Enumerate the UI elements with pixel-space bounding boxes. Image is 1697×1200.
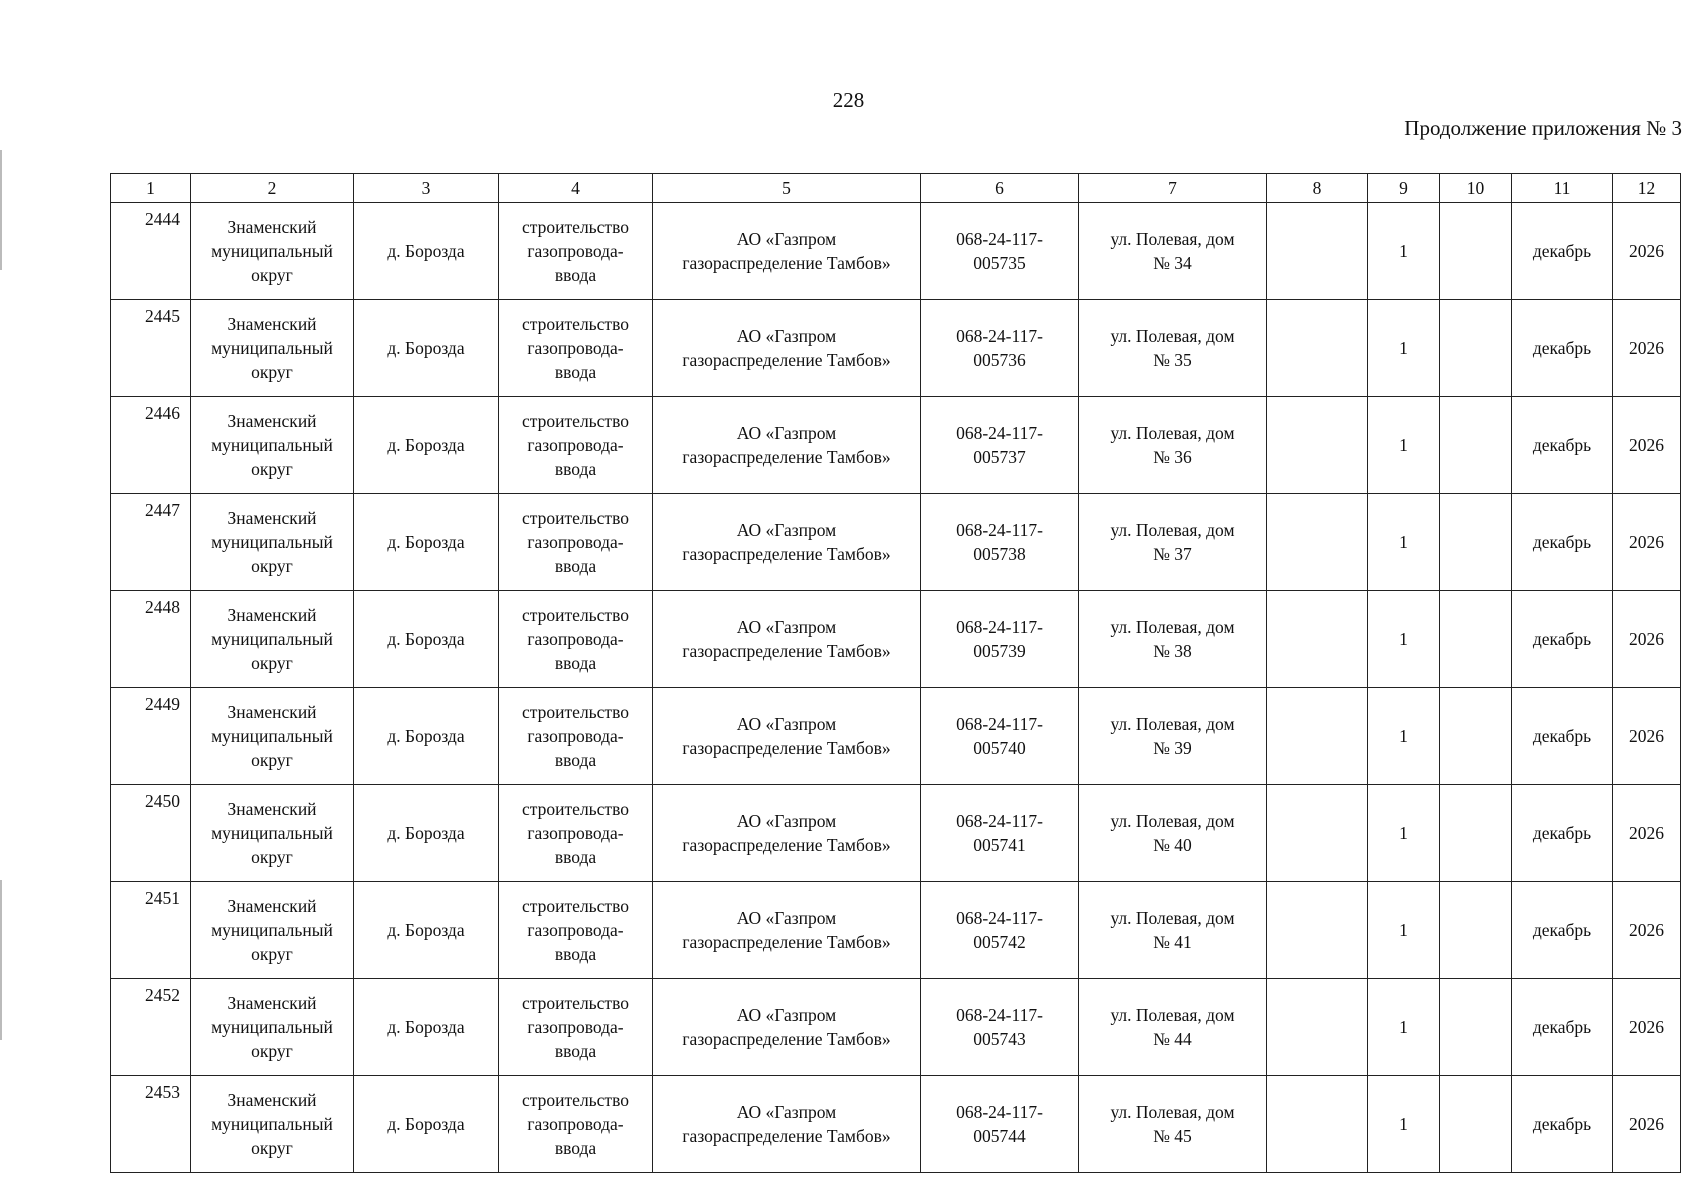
column-8-cell	[1267, 979, 1368, 1076]
column-10-cell	[1440, 494, 1512, 591]
column-8-cell	[1267, 203, 1368, 300]
row-number: 2451	[111, 882, 191, 979]
settlement-cell: д. Борозда	[354, 397, 499, 494]
code-cell-line: 005742	[973, 932, 1026, 952]
district-cell	[191, 300, 354, 397]
table-row	[111, 979, 1681, 1076]
settlement-cell: д. Борозда	[354, 1076, 499, 1173]
code-cell-line: 068-24-117-	[956, 326, 1043, 346]
district-cell-line: муниципальный	[211, 1114, 333, 1134]
column-8-cell	[1267, 688, 1368, 785]
column-header: 2	[191, 174, 354, 203]
column-header: 11	[1512, 174, 1613, 203]
address-cell-line: ул. Полевая, дом	[1110, 229, 1235, 249]
address-cell-line: № 34	[1153, 253, 1192, 273]
address-cell	[1079, 882, 1267, 979]
row-number: 2453	[111, 1076, 191, 1173]
row-number: 2445	[111, 300, 191, 397]
column-8-cell	[1267, 1076, 1368, 1173]
organization-cell-line: АО «Газпром	[736, 229, 837, 249]
organization-cell-line: газораспределение Тамбов»	[682, 447, 891, 467]
work-type-cell-line: газопровода-	[527, 241, 624, 261]
quantity-cell: 1	[1368, 882, 1440, 979]
quantity-cell: 1	[1368, 300, 1440, 397]
year-cell: 2026	[1613, 979, 1681, 1076]
organization-cell-line: газораспределение Тамбов»	[682, 835, 891, 855]
address-cell-line: ул. Полевая, дом	[1110, 520, 1235, 540]
organization-cell-line: АО «Газпром	[736, 1102, 837, 1122]
district-cell-line: муниципальный	[211, 532, 333, 552]
address-cell	[1079, 397, 1267, 494]
district-cell-line: округ	[251, 556, 293, 576]
district-cell	[191, 688, 354, 785]
district-cell	[191, 591, 354, 688]
quantity-cell: 1	[1368, 494, 1440, 591]
row-number: 2449	[111, 688, 191, 785]
address-cell-line: № 38	[1153, 641, 1192, 661]
organization-cell	[653, 203, 921, 300]
table-row	[111, 1076, 1681, 1173]
code-cell	[921, 785, 1079, 882]
district-cell-line: муниципальный	[211, 920, 333, 940]
district-cell-line: муниципальный	[211, 629, 333, 649]
address-cell-line: № 45	[1153, 1126, 1192, 1146]
district-cell	[191, 494, 354, 591]
organization-cell-line: газораспределение Тамбов»	[682, 1029, 891, 1049]
address-cell	[1079, 688, 1267, 785]
organization-cell	[653, 300, 921, 397]
district-cell-line: Знаменский	[227, 993, 317, 1013]
row-number: 2452	[111, 979, 191, 1076]
code-cell-line: 068-24-117-	[956, 908, 1043, 928]
column-header: 7	[1079, 174, 1267, 203]
month-cell: декабрь	[1512, 688, 1613, 785]
code-cell	[921, 397, 1079, 494]
organization-cell-line: газораспределение Тамбов»	[682, 641, 891, 661]
work-type-cell-line: газопровода-	[527, 435, 624, 455]
column-10-cell	[1440, 688, 1512, 785]
work-type-cell	[499, 979, 653, 1076]
row-number: 2446	[111, 397, 191, 494]
district-cell-line: округ	[251, 265, 293, 285]
column-8-cell	[1267, 397, 1368, 494]
address-cell	[1079, 494, 1267, 591]
organization-cell-line: газораспределение Тамбов»	[682, 350, 891, 370]
address-cell-line: ул. Полевая, дом	[1110, 423, 1235, 443]
work-type-cell-line: строительство	[522, 799, 629, 819]
address-cell	[1079, 300, 1267, 397]
table-row	[111, 591, 1681, 688]
code-cell-line: 005743	[973, 1029, 1026, 1049]
district-cell-line: округ	[251, 362, 293, 382]
address-cell	[1079, 591, 1267, 688]
column-header: 6	[921, 174, 1079, 203]
address-cell-line: ул. Полевая, дом	[1110, 326, 1235, 346]
table-row	[111, 203, 1681, 300]
month-cell: декабрь	[1512, 785, 1613, 882]
address-cell-line: ул. Полевая, дом	[1110, 908, 1235, 928]
organization-cell	[653, 494, 921, 591]
quantity-cell: 1	[1368, 979, 1440, 1076]
column-8-cell	[1267, 882, 1368, 979]
code-cell	[921, 591, 1079, 688]
district-cell-line: округ	[251, 847, 293, 867]
address-cell-line: № 44	[1153, 1029, 1192, 1049]
organization-cell-line: газораспределение Тамбов»	[682, 1126, 891, 1146]
quantity-cell: 1	[1368, 1076, 1440, 1173]
column-8-cell	[1267, 300, 1368, 397]
column-header: 5	[653, 174, 921, 203]
code-cell-line: 005736	[973, 350, 1026, 370]
column-header: 12	[1613, 174, 1681, 203]
year-cell: 2026	[1613, 882, 1681, 979]
settlement-cell: д. Борозда	[354, 591, 499, 688]
quantity-cell: 1	[1368, 203, 1440, 300]
work-type-cell-line: газопровода-	[527, 629, 624, 649]
column-header: 3	[354, 174, 499, 203]
district-cell-line: округ	[251, 459, 293, 479]
column-header: 10	[1440, 174, 1512, 203]
month-cell: декабрь	[1512, 591, 1613, 688]
district-cell-line: муниципальный	[211, 241, 333, 261]
column-10-cell	[1440, 882, 1512, 979]
code-cell-line: 005739	[973, 641, 1026, 661]
table-row	[111, 785, 1681, 882]
district-cell-line: муниципальный	[211, 435, 333, 455]
column-10-cell	[1440, 203, 1512, 300]
year-cell: 2026	[1613, 591, 1681, 688]
work-type-cell-line: ввода	[554, 653, 597, 673]
address-cell-line: № 40	[1153, 835, 1192, 855]
organization-cell	[653, 688, 921, 785]
district-cell-line: муниципальный	[211, 338, 333, 358]
address-cell	[1079, 203, 1267, 300]
organization-cell	[653, 882, 921, 979]
quantity-cell: 1	[1368, 397, 1440, 494]
column-8-cell	[1267, 591, 1368, 688]
work-type-cell	[499, 688, 653, 785]
year-cell: 2026	[1613, 300, 1681, 397]
district-cell-line: округ	[251, 1041, 293, 1061]
column-10-cell	[1440, 300, 1512, 397]
month-cell: декабрь	[1512, 882, 1613, 979]
column-10-cell	[1440, 591, 1512, 688]
month-cell: декабрь	[1512, 300, 1613, 397]
code-cell-line: 068-24-117-	[956, 520, 1043, 540]
code-cell	[921, 300, 1079, 397]
work-type-cell-line: газопровода-	[527, 1114, 624, 1134]
settlement-cell: д. Борозда	[354, 785, 499, 882]
district-cell	[191, 1076, 354, 1173]
table-row	[111, 882, 1681, 979]
work-type-cell-line: газопровода-	[527, 823, 624, 843]
year-cell: 2026	[1613, 1076, 1681, 1173]
row-number: 2447	[111, 494, 191, 591]
work-type-cell-line: газопровода-	[527, 1017, 624, 1037]
row-number: 2444	[111, 203, 191, 300]
organization-cell	[653, 591, 921, 688]
district-cell	[191, 979, 354, 1076]
address-cell-line: ул. Полевая, дом	[1110, 1102, 1235, 1122]
page-number: 228	[832, 88, 865, 112]
work-type-cell	[499, 494, 653, 591]
year-cell: 2026	[1613, 494, 1681, 591]
address-cell-line: № 37	[1153, 544, 1192, 564]
code-cell-line: 005744	[973, 1126, 1026, 1146]
district-cell-line: Знаменский	[227, 314, 317, 334]
district-cell-line: Знаменский	[227, 702, 317, 722]
row-number: 2450	[111, 785, 191, 882]
code-cell-line: 005735	[973, 253, 1026, 273]
organization-cell-line: газораспределение Тамбов»	[682, 253, 891, 273]
quantity-cell: 1	[1368, 688, 1440, 785]
address-cell-line: № 41	[1153, 932, 1192, 952]
scan-edge-mark	[0, 150, 2, 270]
table-row	[111, 300, 1681, 397]
work-type-cell	[499, 1076, 653, 1173]
organization-cell-line: АО «Газпром	[736, 908, 837, 928]
district-cell-line: Знаменский	[227, 217, 317, 237]
code-cell	[921, 688, 1079, 785]
settlement-cell: д. Борозда	[354, 300, 499, 397]
year-cell: 2026	[1613, 688, 1681, 785]
address-cell	[1079, 785, 1267, 882]
district-cell	[191, 397, 354, 494]
address-cell	[1079, 979, 1267, 1076]
organization-cell-line: АО «Газпром	[736, 1005, 837, 1025]
district-cell-line: округ	[251, 653, 293, 673]
table-row	[111, 688, 1681, 785]
address-cell-line: № 35	[1153, 350, 1192, 370]
organization-cell-line: АО «Газпром	[736, 520, 837, 540]
work-type-cell-line: строительство	[522, 993, 629, 1013]
work-type-cell-line: ввода	[554, 556, 597, 576]
organization-cell	[653, 979, 921, 1076]
column-10-cell	[1440, 979, 1512, 1076]
work-type-cell-line: строительство	[522, 896, 629, 916]
address-cell-line: ул. Полевая, дом	[1110, 811, 1235, 831]
organization-cell-line: АО «Газпром	[736, 423, 837, 443]
month-cell: декабрь	[1512, 203, 1613, 300]
district-cell-line: муниципальный	[211, 823, 333, 843]
district-cell-line: муниципальный	[211, 726, 333, 746]
table-body	[111, 203, 1681, 1173]
column-8-cell	[1267, 494, 1368, 591]
code-cell-line: 068-24-117-	[956, 811, 1043, 831]
settlement-cell: д. Борозда	[354, 688, 499, 785]
organization-cell-line: АО «Газпром	[736, 714, 837, 734]
code-cell-line: 068-24-117-	[956, 1005, 1043, 1025]
month-cell: декабрь	[1512, 979, 1613, 1076]
address-cell-line: ул. Полевая, дом	[1110, 714, 1235, 734]
work-type-cell	[499, 591, 653, 688]
year-cell: 2026	[1613, 203, 1681, 300]
work-type-cell-line: строительство	[522, 1090, 629, 1110]
organization-cell	[653, 1076, 921, 1173]
district-cell	[191, 203, 354, 300]
quantity-cell: 1	[1368, 591, 1440, 688]
district-cell-line: округ	[251, 944, 293, 964]
work-type-cell	[499, 300, 653, 397]
organization-cell-line: газораспределение Тамбов»	[682, 932, 891, 952]
scan-edge-mark	[0, 880, 2, 1040]
code-cell	[921, 979, 1079, 1076]
column-header: 9	[1368, 174, 1440, 203]
row-number: 2448	[111, 591, 191, 688]
work-type-cell-line: газопровода-	[527, 532, 624, 552]
organization-cell	[653, 397, 921, 494]
column-header: 4	[499, 174, 653, 203]
work-type-cell-line: строительство	[522, 314, 629, 334]
column-8-cell	[1267, 785, 1368, 882]
work-type-cell-line: ввода	[554, 750, 597, 770]
work-type-cell-line: ввода	[554, 362, 597, 382]
code-cell-line: 005740	[973, 738, 1026, 758]
code-cell	[921, 1076, 1079, 1173]
code-cell-line: 005738	[973, 544, 1026, 564]
settlement-cell: д. Борозда	[354, 494, 499, 591]
table-row	[111, 397, 1681, 494]
district-cell-line: Знаменский	[227, 799, 317, 819]
year-cell: 2026	[1613, 785, 1681, 882]
work-type-cell-line: строительство	[522, 217, 629, 237]
district-cell-line: Знаменский	[227, 605, 317, 625]
district-cell	[191, 882, 354, 979]
month-cell: декабрь	[1512, 1076, 1613, 1173]
code-cell-line: 068-24-117-	[956, 423, 1043, 443]
code-cell-line: 068-24-117-	[956, 229, 1043, 249]
organization-cell-line: АО «Газпром	[736, 617, 837, 637]
address-cell-line: № 36	[1153, 447, 1192, 467]
settlement-cell: д. Борозда	[354, 882, 499, 979]
work-type-cell-line: ввода	[554, 1041, 597, 1061]
data-table	[110, 173, 1681, 1173]
year-cell: 2026	[1613, 397, 1681, 494]
organization-cell	[653, 785, 921, 882]
column-10-cell	[1440, 397, 1512, 494]
district-cell	[191, 785, 354, 882]
code-cell-line: 005737	[973, 447, 1026, 467]
code-cell	[921, 882, 1079, 979]
work-type-cell-line: газопровода-	[527, 338, 624, 358]
code-cell-line: 005741	[973, 835, 1026, 855]
quantity-cell: 1	[1368, 785, 1440, 882]
work-type-cell-line: газопровода-	[527, 920, 624, 940]
work-type-cell-line: ввода	[554, 944, 597, 964]
code-cell-line: 068-24-117-	[956, 1102, 1043, 1122]
work-type-cell-line: строительство	[522, 605, 629, 625]
district-cell-line: Знаменский	[227, 411, 317, 431]
table-header-row	[111, 174, 1681, 203]
work-type-cell	[499, 785, 653, 882]
work-type-cell	[499, 203, 653, 300]
column-header: 8	[1267, 174, 1368, 203]
code-cell	[921, 494, 1079, 591]
district-cell-line: Знаменский	[227, 1090, 317, 1110]
month-cell: декабрь	[1512, 494, 1613, 591]
address-cell-line: ул. Полевая, дом	[1110, 1005, 1235, 1025]
column-10-cell	[1440, 1076, 1512, 1173]
organization-cell-line: АО «Газпром	[736, 811, 837, 831]
work-type-cell-line: строительство	[522, 411, 629, 431]
district-cell-line: округ	[251, 1138, 293, 1158]
work-type-cell	[499, 397, 653, 494]
work-type-cell-line: ввода	[554, 459, 597, 479]
table-row	[111, 494, 1681, 591]
district-cell-line: Знаменский	[227, 508, 317, 528]
work-type-cell-line: ввода	[554, 1138, 597, 1158]
month-cell: декабрь	[1512, 397, 1613, 494]
address-cell-line: № 39	[1153, 738, 1192, 758]
appendix-continuation-note: Продолжение приложения № 3	[1404, 116, 1682, 140]
district-cell-line: округ	[251, 750, 293, 770]
settlement-cell: д. Борозда	[354, 979, 499, 1076]
work-type-cell-line: ввода	[554, 847, 597, 867]
column-header: 1	[111, 174, 191, 203]
organization-cell-line: АО «Газпром	[736, 326, 837, 346]
code-cell-line: 068-24-117-	[956, 714, 1043, 734]
work-type-cell	[499, 882, 653, 979]
work-type-cell-line: строительство	[522, 702, 629, 722]
district-cell-line: Знаменский	[227, 896, 317, 916]
address-cell-line: ул. Полевая, дом	[1110, 617, 1235, 637]
work-type-cell-line: строительство	[522, 508, 629, 528]
code-cell	[921, 203, 1079, 300]
column-10-cell	[1440, 785, 1512, 882]
work-type-cell-line: газопровода-	[527, 726, 624, 746]
organization-cell-line: газораспределение Тамбов»	[682, 738, 891, 758]
work-type-cell-line: ввода	[554, 265, 597, 285]
address-cell	[1079, 1076, 1267, 1173]
organization-cell-line: газораспределение Тамбов»	[682, 544, 891, 564]
district-cell-line: муниципальный	[211, 1017, 333, 1037]
code-cell-line: 068-24-117-	[956, 617, 1043, 637]
settlement-cell: д. Борозда	[354, 203, 499, 300]
